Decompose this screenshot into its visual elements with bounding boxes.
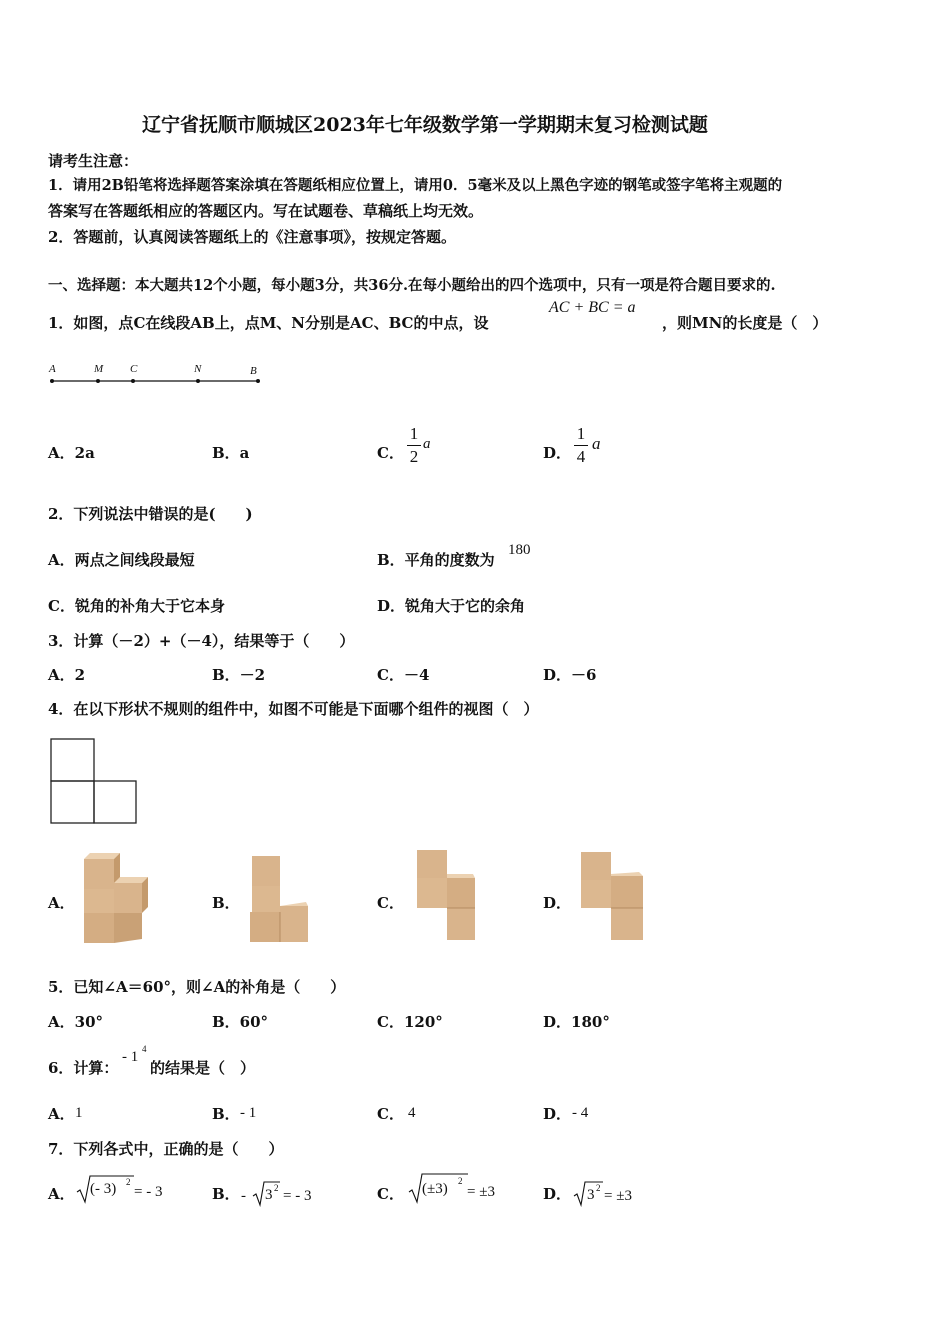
block-d-right <box>611 872 643 940</box>
q7-b-prefix: - <box>241 1188 246 1204</box>
point-n <box>196 379 200 383</box>
point-c <box>131 379 135 383</box>
q6-stem-b: 的结果是（ ） <box>150 1059 256 1077</box>
q6-expr-base: - 1 <box>122 1049 139 1065</box>
q1-stem-a: 1．如图，点C在线段AB上，点M、N分别是AC、BC的中点，设 <box>48 314 489 332</box>
q7-stem: 7．下列各式中，正确的是（ ） <box>48 1140 284 1158</box>
q6-option-b-value: - 1 <box>240 1105 257 1121</box>
q2-stem: 2．下列说法中错误的是( ) <box>48 505 253 523</box>
q1-option-b[interactable]: B．a <box>212 444 250 462</box>
label-a: A <box>49 363 56 375</box>
q4-option-a-blocks <box>82 853 154 945</box>
q6-option-a[interactable]: A． <box>48 1105 75 1123</box>
q7-option-b[interactable]: B． <box>212 1185 240 1203</box>
q3-option-d[interactable]: D．－6 <box>543 666 597 684</box>
notice-line-1a: 1．请用2B铅笔将选择题答案涂填在答题纸相应位置上，请用0．5毫米及以上黑色字迹的钢笔或签字笔将主观题的 <box>48 177 783 194</box>
q1-option-a[interactable]: A．2a <box>48 444 95 462</box>
q2-option-d[interactable]: D．锐角大于它的余角 <box>377 597 526 615</box>
q6-expr-exponent: 4 <box>142 1044 147 1054</box>
q6-option-d-value: - 4 <box>572 1105 589 1121</box>
q7-c-exponent: 2 <box>458 1176 463 1186</box>
q7-a-radicand: (- 3) <box>90 1181 117 1197</box>
view-square-top <box>51 739 94 781</box>
fraction-bar <box>574 445 588 446</box>
q6-option-a-value: 1 <box>75 1105 83 1121</box>
view-square-bottom-left <box>51 781 94 823</box>
label-m: M <box>94 363 104 375</box>
label-c: C <box>130 363 138 375</box>
q6-stem-a: 6．计算： <box>48 1059 119 1077</box>
q7-d-rhs: = ±3 <box>604 1188 632 1204</box>
notice-heading: 请考生注意： <box>48 152 139 170</box>
q4-option-c[interactable]: C． <box>377 894 404 912</box>
q4-option-d-blocks <box>579 850 649 944</box>
block-b-top <box>252 856 280 914</box>
q6-option-c[interactable]: C． <box>377 1105 404 1123</box>
label-n: N <box>194 363 202 375</box>
q1-segment-figure <box>48 360 268 390</box>
q2-option-c[interactable]: C．锐角的补角大于它本身 <box>48 597 225 615</box>
q1-d-numerator: 1 <box>576 424 586 443</box>
q4-option-b[interactable]: B． <box>212 894 240 912</box>
q3-option-c[interactable]: C．－4 <box>377 666 430 684</box>
q1-option-c[interactable]: C． <box>377 444 404 462</box>
q7-d-exponent: 2 <box>596 1183 601 1193</box>
q1-c-variable: a <box>423 436 431 452</box>
block-c-right <box>447 874 475 940</box>
q1-d-denominator: 4 <box>576 447 586 466</box>
block-a-mid-right <box>114 877 148 913</box>
q7-option-d[interactable]: D． <box>543 1185 572 1203</box>
notice-line-1b: 答案写在答题纸相应的答题区内。写在试题卷、草稿纸上均无效。 <box>48 202 484 220</box>
q4-option-a[interactable]: A． <box>48 894 75 912</box>
q7-c-radicand: (±3) <box>422 1181 448 1197</box>
q5-option-c[interactable]: C．120° <box>377 1013 443 1031</box>
q1-c-denominator: 2 <box>409 447 419 466</box>
q7-b-rhs: = - 3 <box>283 1188 312 1204</box>
q2-option-b-value: 180 <box>508 542 531 558</box>
q6-option-d[interactable]: D． <box>543 1105 572 1123</box>
q4-option-b-blocks <box>248 854 314 946</box>
q4-option-c-blocks <box>413 848 483 944</box>
q2-option-b[interactable]: B．平角的度数为 <box>377 551 495 569</box>
q4-option-d[interactable]: D． <box>543 894 572 912</box>
q1-option-d-fraction <box>574 424 588 467</box>
point-a <box>50 379 54 383</box>
q1-c-numerator: 1 <box>409 424 419 443</box>
block-c-top <box>417 850 447 908</box>
notice-line-2: 2．答题前，认真阅读答题纸上的《注意事项》，按规定答题。 <box>48 228 456 246</box>
q7-c-rhs: = ±3 <box>467 1184 495 1200</box>
q5-option-d[interactable]: D．180° <box>543 1013 610 1031</box>
q7-a-rhs: = - 3 <box>134 1184 163 1200</box>
q3-option-b[interactable]: B．－2 <box>212 666 266 684</box>
page-title: 辽宁省抚顺市顺城区2023年七年级数学第一学期期末复习检测试题 <box>142 114 708 136</box>
label-b: B <box>250 365 257 377</box>
q7-b-exponent: 2 <box>274 1183 279 1193</box>
q1-stem <box>48 316 488 331</box>
section-heading: 一、选择题：本大题共12个小题，每小题3分，共36分.在每小题给出的四个选项中，只有一项是符合题目要求的. <box>48 277 776 294</box>
view-square-bottom-right <box>94 781 136 823</box>
point-b <box>256 379 260 383</box>
q5-option-b[interactable]: B．60° <box>212 1013 269 1031</box>
q3-stem: 3．计算（－2）+（－4），结果等于（ ） <box>48 632 355 650</box>
q1-option-d[interactable]: D． <box>543 444 572 462</box>
q4-view-figure <box>50 738 140 828</box>
q2-option-a[interactable]: A．两点之间线段最短 <box>48 551 195 569</box>
q1-stem-b: ，则MN的长度是（ ） <box>662 314 828 332</box>
q1-option-c-fraction <box>407 424 421 467</box>
q1-d-variable: a <box>592 434 601 453</box>
q6-option-c-value: 4 <box>408 1105 416 1121</box>
q7-b-radicand: 3 <box>265 1187 273 1203</box>
q3-option-a[interactable]: A．2 <box>48 666 86 684</box>
fraction-bar <box>407 445 421 446</box>
point-m <box>96 379 100 383</box>
q4-stem: 4．在以下形状不规则的组件中，如图不可能是下面哪个组件的视图（ ） <box>48 700 539 718</box>
q7-option-a[interactable]: A． <box>48 1185 75 1203</box>
block-d-left <box>581 852 611 908</box>
q7-d-radicand: 3 <box>587 1187 595 1203</box>
q6-option-b[interactable]: B． <box>212 1105 240 1123</box>
q7-a-exponent: 2 <box>126 1177 131 1187</box>
q7-option-c[interactable]: C． <box>377 1185 404 1203</box>
q5-option-a[interactable]: A．30° <box>48 1013 104 1031</box>
q5-stem: 5．已知∠A＝60°，则∠A的补角是（ ） <box>48 978 346 996</box>
q1-formula: AC + BC = a <box>549 299 636 316</box>
